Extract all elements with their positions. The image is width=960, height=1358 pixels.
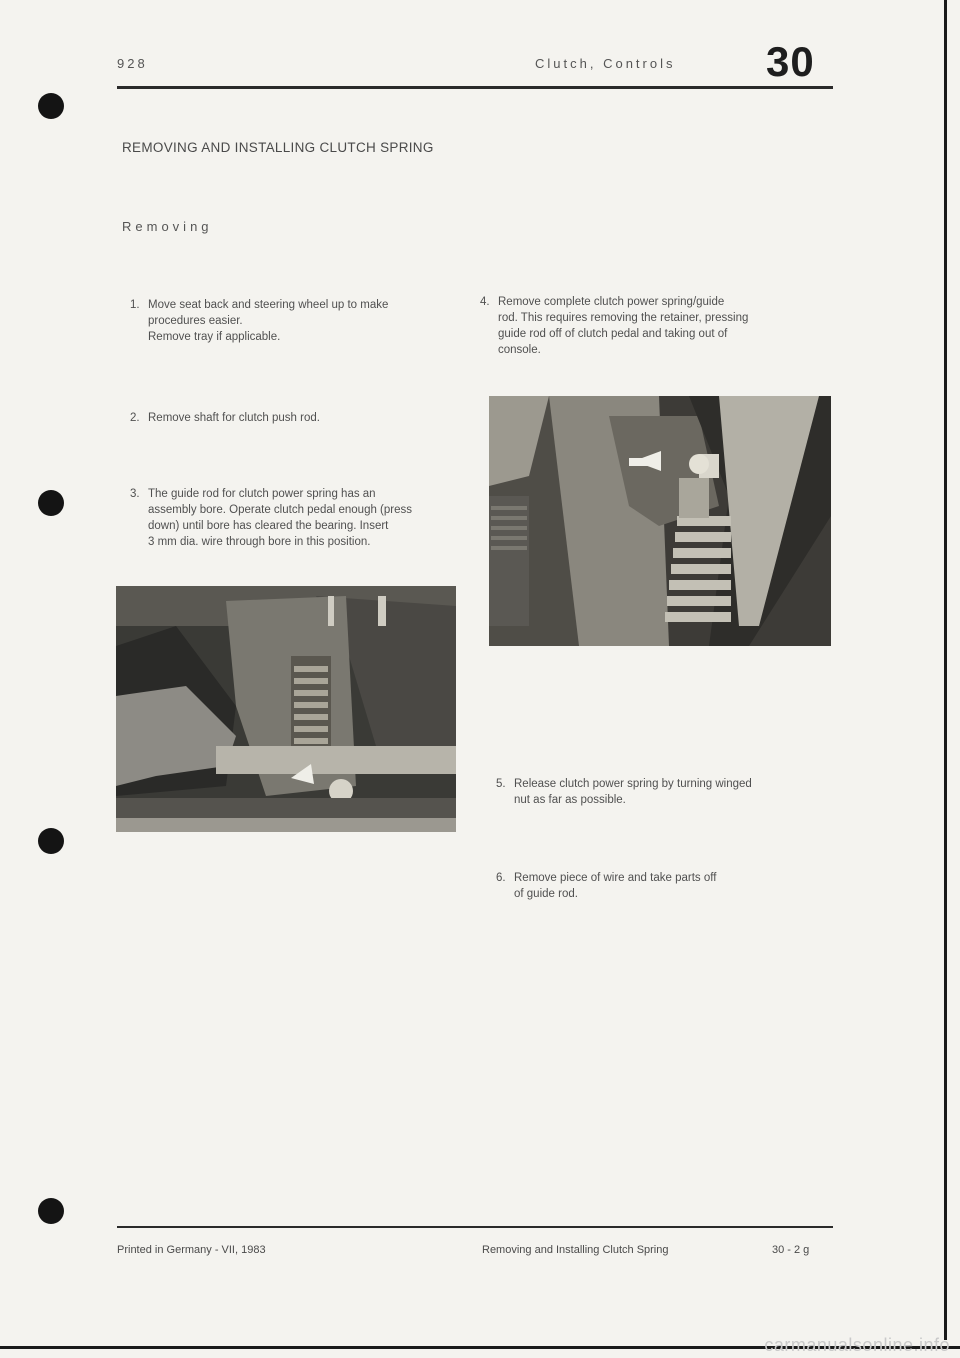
step-line: rod. This requires removing the retainer, pressing — [498, 312, 749, 324]
step-number: 4. — [480, 296, 490, 308]
step-line: guide rod off of clutch pedal and taking out of — [498, 328, 728, 340]
step-line: down) until bore has cleared the bearing. Insert — [148, 520, 389, 532]
step-number: 6. — [496, 872, 506, 884]
punch-hole — [38, 828, 64, 854]
model-number: 928 — [117, 56, 148, 71]
step-number: 1. — [130, 299, 140, 311]
step-line: procedures easier. — [148, 315, 243, 327]
step-line: nut as far as possible. — [514, 794, 626, 806]
step-4 — [480, 294, 840, 364]
step-2 — [130, 410, 460, 430]
section-number: 30 — [766, 38, 815, 85]
step-line: console. — [498, 344, 541, 356]
step-1 — [130, 297, 460, 357]
punch-hole — [38, 1198, 64, 1224]
step-line: Remove complete clutch power spring/guide — [498, 296, 725, 308]
step-line: Remove shaft for clutch push rod. — [148, 412, 320, 424]
header-rule — [117, 86, 833, 89]
step-line: assembly bore. Operate clutch pedal enough (press — [148, 504, 413, 516]
step-line: 3 mm dia. wire through bore in this position. — [148, 536, 371, 548]
step-line: The guide rod for clutch power spring has an — [148, 488, 376, 500]
step-line: Move seat back and steering wheel up to make — [148, 299, 389, 311]
page-title: REMOVING AND INSTALLING CLUTCH SPRING — [122, 140, 434, 155]
photo-clutch-spring — [489, 396, 831, 646]
footer-section-name: Removing and Installing Clutch Spring — [482, 1244, 669, 1256]
page-number: 30 - 2 g — [772, 1244, 810, 1256]
section-title: Clutch, Controls — [535, 56, 676, 71]
watermark: carmanualsonline.info — [764, 1335, 950, 1355]
punch-hole — [38, 490, 64, 516]
footer-rule — [117, 1226, 833, 1228]
step-line: Remove tray if applicable. — [148, 331, 281, 343]
step-number: 2. — [130, 412, 140, 424]
step-3 — [130, 486, 470, 556]
step-line: Remove piece of wire and take parts off — [514, 872, 717, 884]
step-line: Release clutch power spring by turning winged — [514, 778, 752, 790]
step-5 — [496, 776, 836, 816]
step-line: of guide rod. — [514, 888, 578, 900]
step-number: 3. — [130, 488, 140, 500]
printed-note: Printed in Germany - VII, 1983 — [117, 1244, 266, 1256]
step-6 — [496, 870, 836, 910]
step-number: 5. — [496, 778, 506, 790]
photo-guide-rod-wire — [116, 586, 456, 832]
subtitle: Removing — [122, 219, 213, 234]
punch-hole — [38, 93, 64, 119]
scan-edge-right — [944, 0, 947, 1340]
